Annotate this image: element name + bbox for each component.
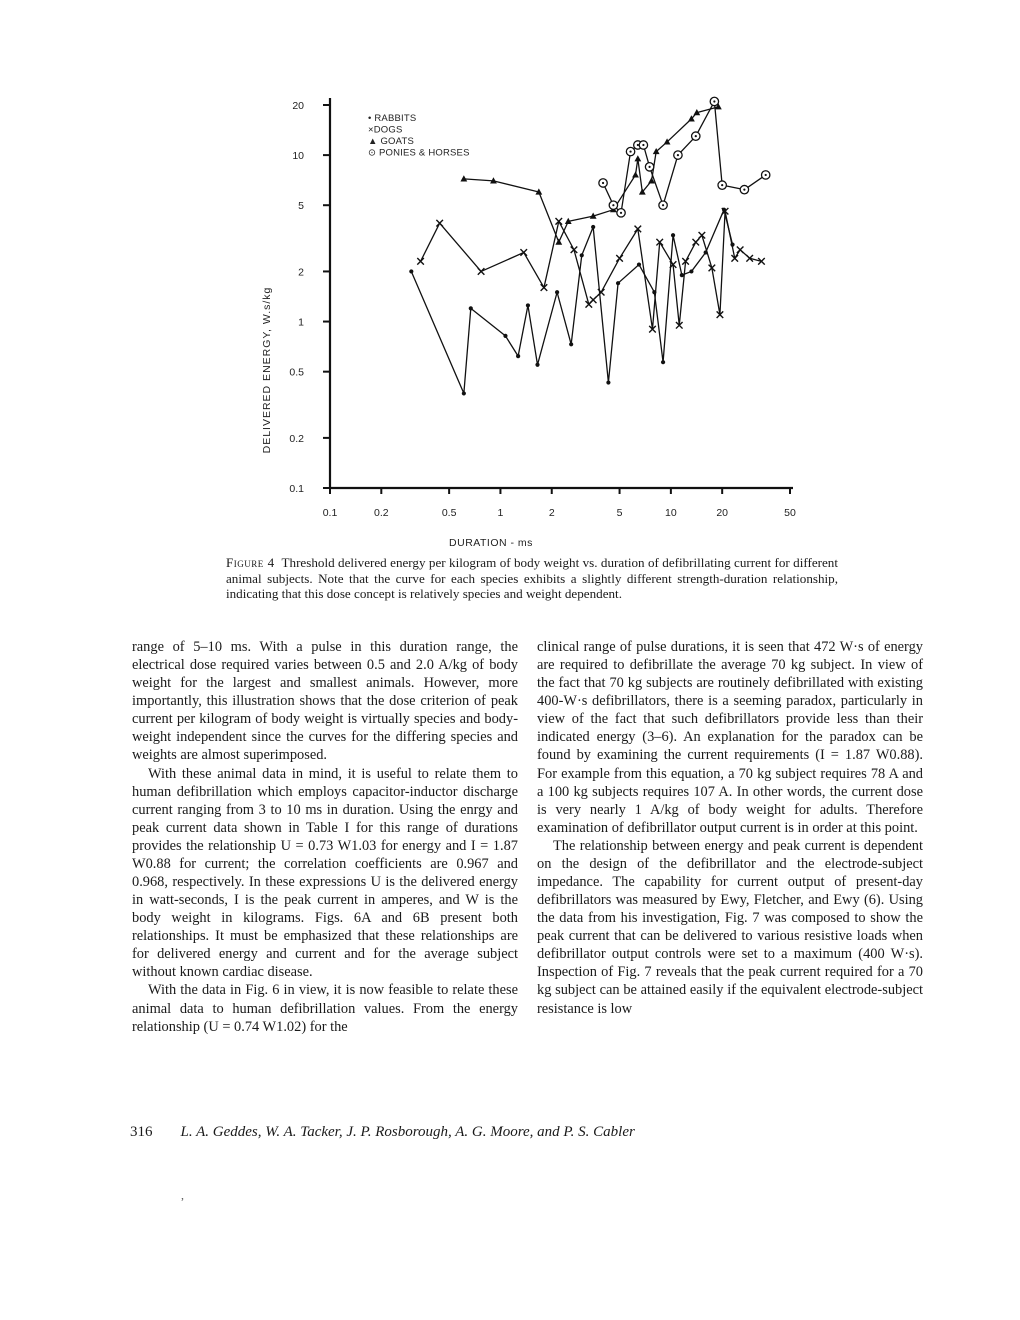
- series-goats: [460, 103, 721, 245]
- x-tick-label: 20: [716, 507, 729, 519]
- y-tick-label: 5: [298, 200, 304, 213]
- chart-series: [409, 97, 770, 395]
- x-tick-label: 50: [784, 507, 796, 519]
- data-point-dot: [671, 233, 675, 237]
- data-point-circle-center: [765, 174, 767, 176]
- x-axis-label: DURATION - ms: [449, 537, 533, 549]
- series-line: [411, 210, 732, 394]
- chart-legend: [368, 113, 470, 159]
- series-ponies-horses: [599, 97, 770, 217]
- y-tick-label: 20: [292, 100, 304, 112]
- data-point-x: [699, 232, 706, 239]
- x-tick-label: 0.1: [322, 507, 338, 519]
- figure-4-chart: [0, 0, 1020, 560]
- data-point-dot: [689, 269, 693, 273]
- data-point-dot: [591, 225, 595, 229]
- data-point-circle-center: [695, 135, 697, 137]
- data-point-dot: [503, 334, 507, 338]
- legend-entry-goats: ▲ GOATS: [368, 136, 414, 147]
- data-point-x: [436, 220, 443, 227]
- data-point-dot: [680, 273, 684, 277]
- series-line: [603, 101, 766, 212]
- y-tick-label: 0.1: [289, 483, 304, 495]
- legend-entry-dogs: ×DOGS: [368, 124, 403, 136]
- figure-caption: [226, 555, 838, 602]
- body-paragraph: The relationship between energy and peak current is dependent on the design of the defibrillator and the electrode-subject impedance. The capability for current output of present-day defibrillators was measured by Ewy, Fletcher, and Ewy (6). Using the data from his investigation, Fig. 7 was composed to show the peak current that can be delivered to various resistive loads when defibrillator output controls were set to a maximum (400 W·s). Inspection of Fig. 7 reveals that the peak current required for a 70 kg subject can be attained easily if the equivalent electrode-subject resistance is low: [537, 837, 923, 1017]
- data-point-triangle: [555, 239, 562, 245]
- x-tick-label: 2: [548, 507, 555, 519]
- data-point-dot: [637, 262, 641, 266]
- data-point-x: [598, 289, 605, 296]
- data-point-dot: [616, 281, 620, 285]
- data-point-triangle: [634, 155, 641, 161]
- scan-artifact-mark: ,: [181, 1188, 184, 1202]
- y-axis-ticks: [289, 100, 330, 495]
- figure-caption-text: Threshold delivered energy per kilogram of body weight vs. duration of defibrillating current for different animal subjects. Note that the curve for each species exhibits a slightly different strength-duration relationship, indicating that this dose concept is relatively species and weight dependent.: [226, 555, 838, 602]
- data-point-dot: [606, 380, 610, 384]
- data-point-x: [692, 239, 699, 246]
- x-axis-ticks: [323, 488, 796, 519]
- series-line: [464, 107, 719, 242]
- right-text-column: [537, 638, 923, 1018]
- page-footer: [130, 1124, 635, 1141]
- y-axis-label: DELIVERED ENERGY, W.s/kg: [261, 286, 273, 454]
- data-point-x: [616, 255, 623, 262]
- data-point-circle-center: [629, 150, 631, 152]
- data-point-x: [520, 249, 527, 256]
- x-tick-label: 5: [616, 507, 623, 519]
- left-text-column: [132, 638, 518, 1036]
- data-point-dot: [462, 391, 466, 395]
- body-paragraph: range of 5–10 ms. With a pulse in this duration range, the electrical dose required varies between 0.5 and 2.0 A/kg of body weight for the largest and smallest animals. However, more importantly, this illustration shows that the dose criterion of peak current per kilogram of body weight is virtually species and body-weight independent since the curves for the differing species and weights are almost superimposed.: [132, 639, 518, 764]
- y-tick-label: 10: [292, 150, 304, 163]
- data-point-dot: [526, 303, 530, 307]
- x-tick-label: 10: [665, 507, 677, 519]
- data-point-circle-center: [602, 182, 604, 184]
- data-point-triangle: [632, 171, 639, 177]
- x-tick-label: 0.5: [441, 507, 457, 519]
- data-point-x: [590, 297, 597, 304]
- body-paragraph: clinical range of pulse durations, it is seen that 472 W·s of energy are required to defibrillate the average 70 kg subject. In view of the fact that 70 kg subjects are routinely defibrillated with existing 400-W·s defibrillators, there is a seeming paradox, particularly in view of the fact that such defibrillators provide less than their indicated energy (3–6). An explanation for the paradox can be found by examining the current requirements (I = 1.87 W0.88). For example from this equation, a 70 kg subject requires 78 A and a 100 kg subjects requires 107 A. In other words, the current dose is very nearly 1 A/kg of body weight for adults. Therefore examination of defibrillator output current is in order at this point.: [537, 639, 923, 836]
- data-point-x: [478, 268, 485, 275]
- data-point-triangle: [460, 175, 467, 181]
- data-point-circle-center: [648, 166, 650, 168]
- series-dogs: [417, 208, 764, 333]
- footer-authors: L. A. Geddes, W. A. Tacker, J. P. Rosborough, A. G. Moore, and P. S. Cabler: [180, 1124, 635, 1140]
- y-tick-label: 2: [298, 266, 304, 279]
- data-point-dot: [555, 290, 559, 294]
- series-rabbits: [409, 208, 734, 396]
- data-point-dot: [661, 360, 665, 364]
- x-tick-label: 1: [497, 507, 504, 519]
- page-number: 316: [130, 1124, 153, 1140]
- body-paragraph: With these animal data in mind, it is useful to relate them to human defibrillation which employs capacitor-inductor discharge current ranging from 3 to 10 ms in duration. Using the enrgy and peak current data shown in Table I for this range of durations provides the relationship U = 0.73 W1.03 for energy and I = 1.87 W0.88 for current; the correlation coefficients are 0.967 and 0.968, respectively. In these expressions U is the delivered energy in watt-seconds, I is the peak current in amperes, and W is the body weight in kilograms. Figs. 6A and 6B present both relationships. It must be emphasized that these relationships are for delivered energy and current and for the average subject without known cardiac disease.: [132, 765, 518, 981]
- y-tick-label: 1: [298, 316, 304, 329]
- legend-entry-ponies-horses: ⊙ PONIES & HORSES: [368, 147, 470, 159]
- data-point-dot: [469, 306, 473, 310]
- data-point-circle-center: [642, 144, 644, 146]
- y-tick-label: 0.5: [289, 366, 304, 379]
- data-point-circle-center: [743, 189, 745, 191]
- data-point-dot: [535, 363, 539, 367]
- data-point-dot: [516, 354, 520, 358]
- data-point-circle-center: [677, 154, 679, 156]
- data-point-circle-center: [713, 100, 715, 102]
- data-point-x: [417, 258, 424, 265]
- data-point-dot: [580, 253, 584, 257]
- x-tick-label: 0.2: [374, 507, 389, 519]
- data-point-circle-center: [620, 212, 622, 214]
- legend-entry-rabbits: • RABBITS: [368, 113, 417, 124]
- data-point-circle-center: [721, 184, 723, 186]
- data-point-dot: [569, 342, 573, 346]
- y-tick-label: 0.2: [289, 432, 304, 445]
- body-paragraph: With the data in Fig. 6 in view, it is now feasible to relate these animal data to human defibrillation values. From the energy relationship (U = 0.74 W1.02) for the: [132, 982, 518, 1035]
- data-point-x: [737, 246, 744, 253]
- figure-label: Figure 4: [226, 555, 275, 570]
- data-point-dot: [409, 269, 413, 273]
- data-point-circle-center: [612, 204, 614, 206]
- data-point-circle-center: [662, 204, 664, 206]
